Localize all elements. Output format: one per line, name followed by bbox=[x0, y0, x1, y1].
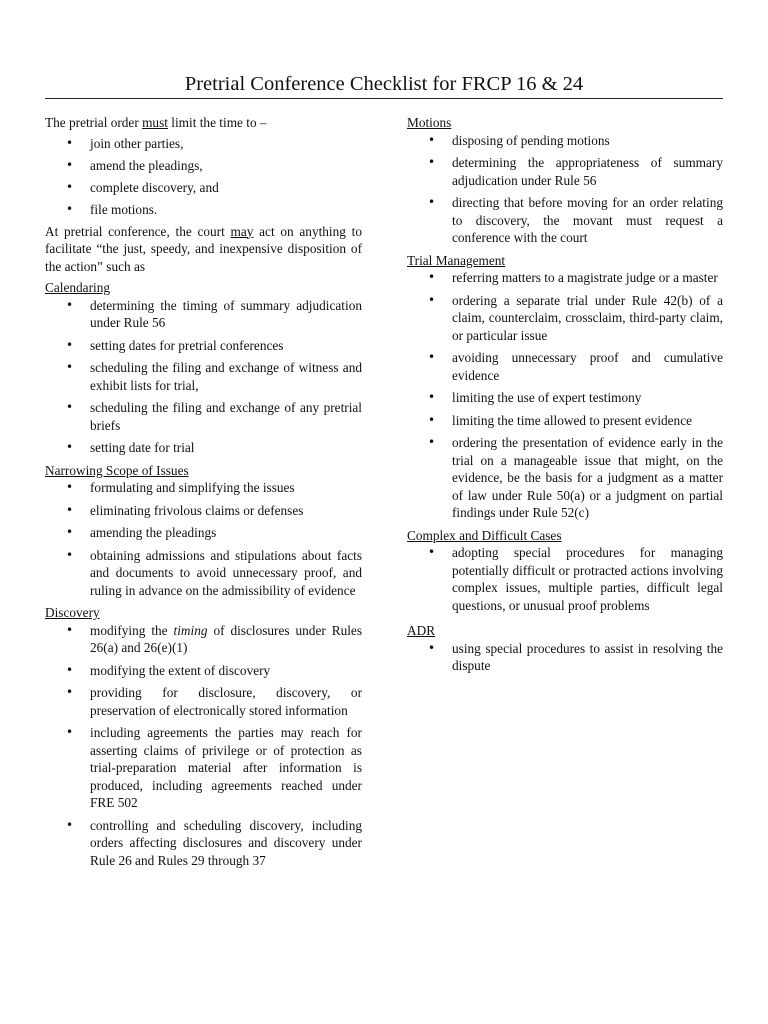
list-item: • ordering a separate trial under Rule 42(b) of a claim, counterclaim, crossclaim, third-party claim, or particular issue bbox=[407, 292, 723, 345]
list-item: • scheduling the filing and exchange of any pretrial briefs bbox=[45, 399, 362, 434]
discovery-first-end: of disclosures under Rules 26(a) and 26(e)(1) bbox=[90, 622, 362, 655]
list-item: • determining the appropriateness of summary adjudication under Rule 56 bbox=[407, 154, 723, 189]
list-item: • including agreements the parties may reach for asserting claims of privilege or of protection as trial-preparation material after information is produced, including agreements reached under FRE 502 bbox=[45, 724, 362, 812]
section-heading-motions: Motions bbox=[407, 115, 452, 130]
list-item: • providing for disclosure, discovery, or preservation of electronically stored information bbox=[45, 684, 362, 719]
intro-text-start: The pretrial order bbox=[45, 115, 143, 130]
left-column bbox=[45, 114, 362, 874]
list-item: • file motions. bbox=[45, 201, 362, 219]
list-item: • avoiding unnecessary proof and cumulative evidence bbox=[407, 349, 723, 384]
section-heading-calendaring: Calendaring bbox=[45, 280, 110, 295]
list-item: • setting dates for pretrial conferences bbox=[45, 337, 362, 355]
complex-cases-list bbox=[407, 544, 723, 614]
list-item: • eliminating frivolous claims or defenses bbox=[45, 502, 362, 520]
list-item: • directing that before moving for an order relating to discovery, the movant must request a conference with the court bbox=[407, 194, 723, 247]
list-item: • scheduling the filing and exchange of witness and exhibit lists for trial, bbox=[45, 359, 362, 394]
list-item: • formulating and simplifying the issues bbox=[45, 479, 362, 497]
calendaring-list bbox=[45, 297, 362, 457]
list-item: • determining the timing of summary adjudication under Rule 56 bbox=[45, 297, 362, 332]
section-heading-adr: ADR bbox=[407, 623, 436, 638]
list-item: • complete discovery, and bbox=[45, 179, 362, 197]
court-text-end: act on anything to facilitate “the just, speedy, and inexpensive disposition of the action” such as bbox=[45, 223, 362, 274]
list-item: • limiting the time allowed to present evidence bbox=[407, 412, 723, 430]
section-heading-narrowing: Narrowing Scope of Issues bbox=[45, 462, 189, 478]
court-emphasis: may bbox=[230, 223, 254, 239]
list-item: • adopting special procedures for managing potentially difficult or protracted actions involving complex issues, multiple parties, difficult legal questions, or unusual proof problems bbox=[407, 544, 723, 614]
list-item: • obtaining admissions and stipulations about facts and documents to avoid unnecessary proof, and ruling in advance on the admissibility of evidence bbox=[45, 547, 362, 600]
section-heading-discovery: Discovery bbox=[45, 605, 100, 620]
discovery-list bbox=[45, 622, 362, 870]
court-text-start: At pretrial conference, the court bbox=[45, 223, 231, 239]
title-rule bbox=[45, 98, 723, 99]
list-item: • setting date for trial bbox=[45, 439, 362, 457]
list-item: • using special procedures to assist in resolving the dispute bbox=[407, 640, 723, 675]
list-item: • join other parties, bbox=[45, 135, 362, 153]
discovery-first-emphasis: timing bbox=[173, 622, 208, 638]
narrowing-list bbox=[45, 479, 362, 599]
list-item: • amending the pleadings bbox=[45, 524, 362, 542]
section-heading-complex-cases: Complex and Difficult Cases bbox=[407, 527, 562, 543]
list-item: • referring matters to a magistrate judge or a master bbox=[407, 269, 723, 287]
intro-text-end: limit the time to – bbox=[167, 115, 267, 130]
time-limits-list bbox=[45, 135, 362, 219]
intro-emphasis: must bbox=[142, 115, 168, 130]
list-item: • amend the pleadings, bbox=[45, 157, 362, 175]
adr-list bbox=[407, 640, 723, 675]
section-heading-trial-management: Trial Management bbox=[407, 252, 506, 268]
page-title: Pretrial Conference Checklist for FRCP 16 & 24 bbox=[184, 73, 584, 95]
list-item: • modifying the extent of discovery bbox=[45, 662, 362, 680]
list-item bbox=[45, 622, 362, 657]
list-item: • limiting the use of expert testimony bbox=[407, 389, 723, 407]
list-item: • ordering the presentation of evidence early in the trial on a manageable issue that might, on the evidence, be the basis for a judgment as a matter of law under Rule 50(a) or a judgment on partial findings under Rule 52(c) bbox=[407, 434, 723, 522]
motions-list bbox=[407, 132, 723, 247]
intro-paragraph bbox=[45, 114, 362, 132]
list-item: • controlling and scheduling discovery, including orders affecting disclosures and discovery under Rule 26 and Rules 29 through 37 bbox=[45, 817, 362, 870]
discovery-first-start: modifying the bbox=[90, 622, 174, 638]
right-column bbox=[407, 114, 723, 680]
trial-management-list bbox=[407, 269, 723, 522]
court-paragraph bbox=[45, 223, 362, 276]
list-item: • disposing of pending motions bbox=[407, 132, 723, 150]
